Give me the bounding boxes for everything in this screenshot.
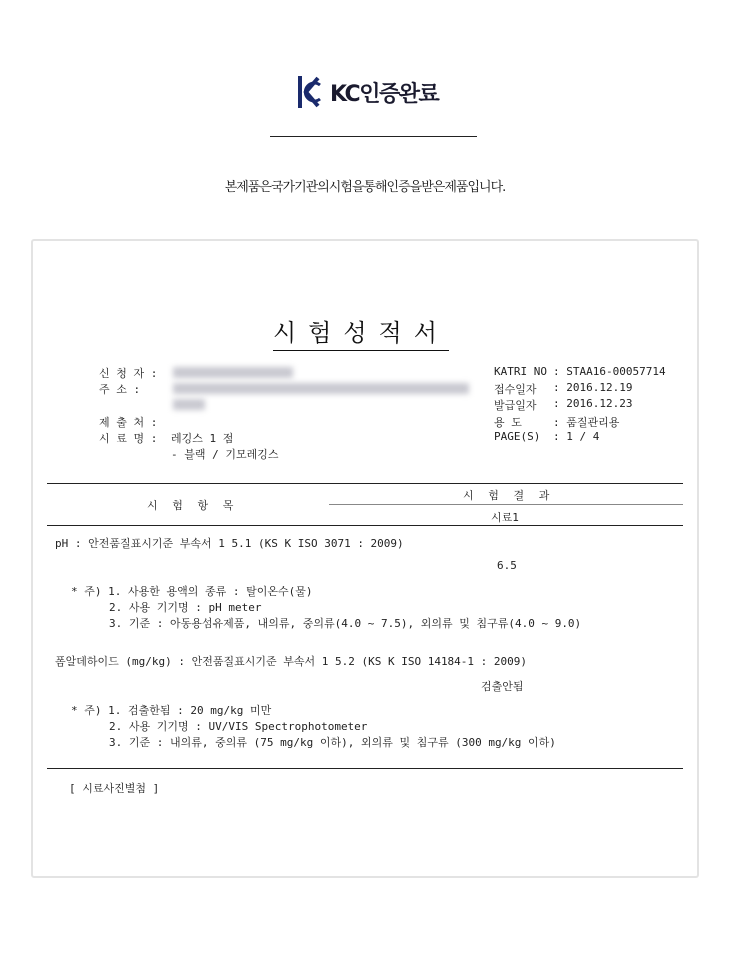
purpose-value: : 품질관리용 [553,416,620,429]
test-ph-note-1: * 주) 1. 사용한 용액의 종류 : 탈이온수(물) [71,585,313,598]
kc-mark-icon [296,74,322,110]
katri-no-label: KATRI NO [494,365,547,378]
results-sub-rule [329,504,683,505]
issued-date-value: : 2016.12.23 [553,397,633,410]
received-date-label: 접수일자 [494,383,537,396]
test-ph-result: 6.5 [497,559,517,572]
page-label: PAGE(S) [494,430,541,443]
test-formaldehyde-result: 검출안됨 [481,680,524,693]
page-value: : 1 / 4 [553,430,600,443]
col-test-items: 시 험 항 목 [147,499,238,512]
kc-logo [296,74,438,110]
kc-certification-header [0,72,730,112]
header-divider [270,136,477,137]
test-ph-note-3: 3. 기준 : 아동용섬유제품, 내의류, 중의류(4.0 ~ 7.5), 외의류 및 침구류(4.0 ~ 9.0) [109,617,582,630]
test-formaldehyde-note-1: * 주) 1. 검출한됨 : 20 mg/kg 미만 [71,704,272,717]
address-label: 주 소 : [99,383,141,396]
test-formaldehyde-note-2: 2. 사용 기기명 : UV/VIS Spectrophotometer [109,720,368,733]
test-report-document [31,239,699,878]
test-ph-note-2: 2. 사용 기기명 : pH meter [109,601,262,614]
received-date-value: : 2016.12.19 [553,381,633,394]
address-redacted [173,381,469,394]
applicant-label: 신 청 자 : [99,367,158,380]
report-title: 시험성적서 [273,313,449,351]
certification-notice: 본제품은국가기관의시험을통해인증을받은제품입니다. [224,180,506,195]
sample-value: 레깅스 1 점 [171,432,234,445]
col-sample-1: 시료1 [491,511,519,524]
sample-detail: - 블랙 / 기모레깅스 [171,448,279,461]
test-formaldehyde-name: 폼알데하이드 (mg/kg) : 안전품질표시기준 부속서 1 5.2 (KS K ISO 14184-1 : 2009) [55,655,528,668]
katri-no-value: : STAA16-00057714 [553,365,666,378]
sample-label: 시 료 명 : [99,432,158,445]
photo-attachment-note: [ 시료사진별첨 ] [69,782,160,795]
col-test-results: 시 험 결 과 [463,489,554,502]
test-ph-name: pH : 안전품질표시기준 부속서 1 5.1 (KS K ISO 3071 : 2009) [55,537,404,550]
kc-brand-text: KC인증완료 [330,81,439,107]
address-redacted-2 [173,397,205,410]
table-bottom-rule [47,768,683,769]
test-formaldehyde-note-3: 3. 기준 : 내의류, 중의류 (75 mg/kg 이하), 외의류 및 침구류 (300 mg/kg 이하) [109,736,556,749]
table-top-rule [47,483,683,484]
submitter-label: 제 출 처 : [99,416,158,429]
applicant-redacted [173,365,293,378]
issued-date-label: 발급일자 [494,399,537,412]
purpose-label: 용 도 [494,416,522,429]
table-header-rule [47,525,683,526]
